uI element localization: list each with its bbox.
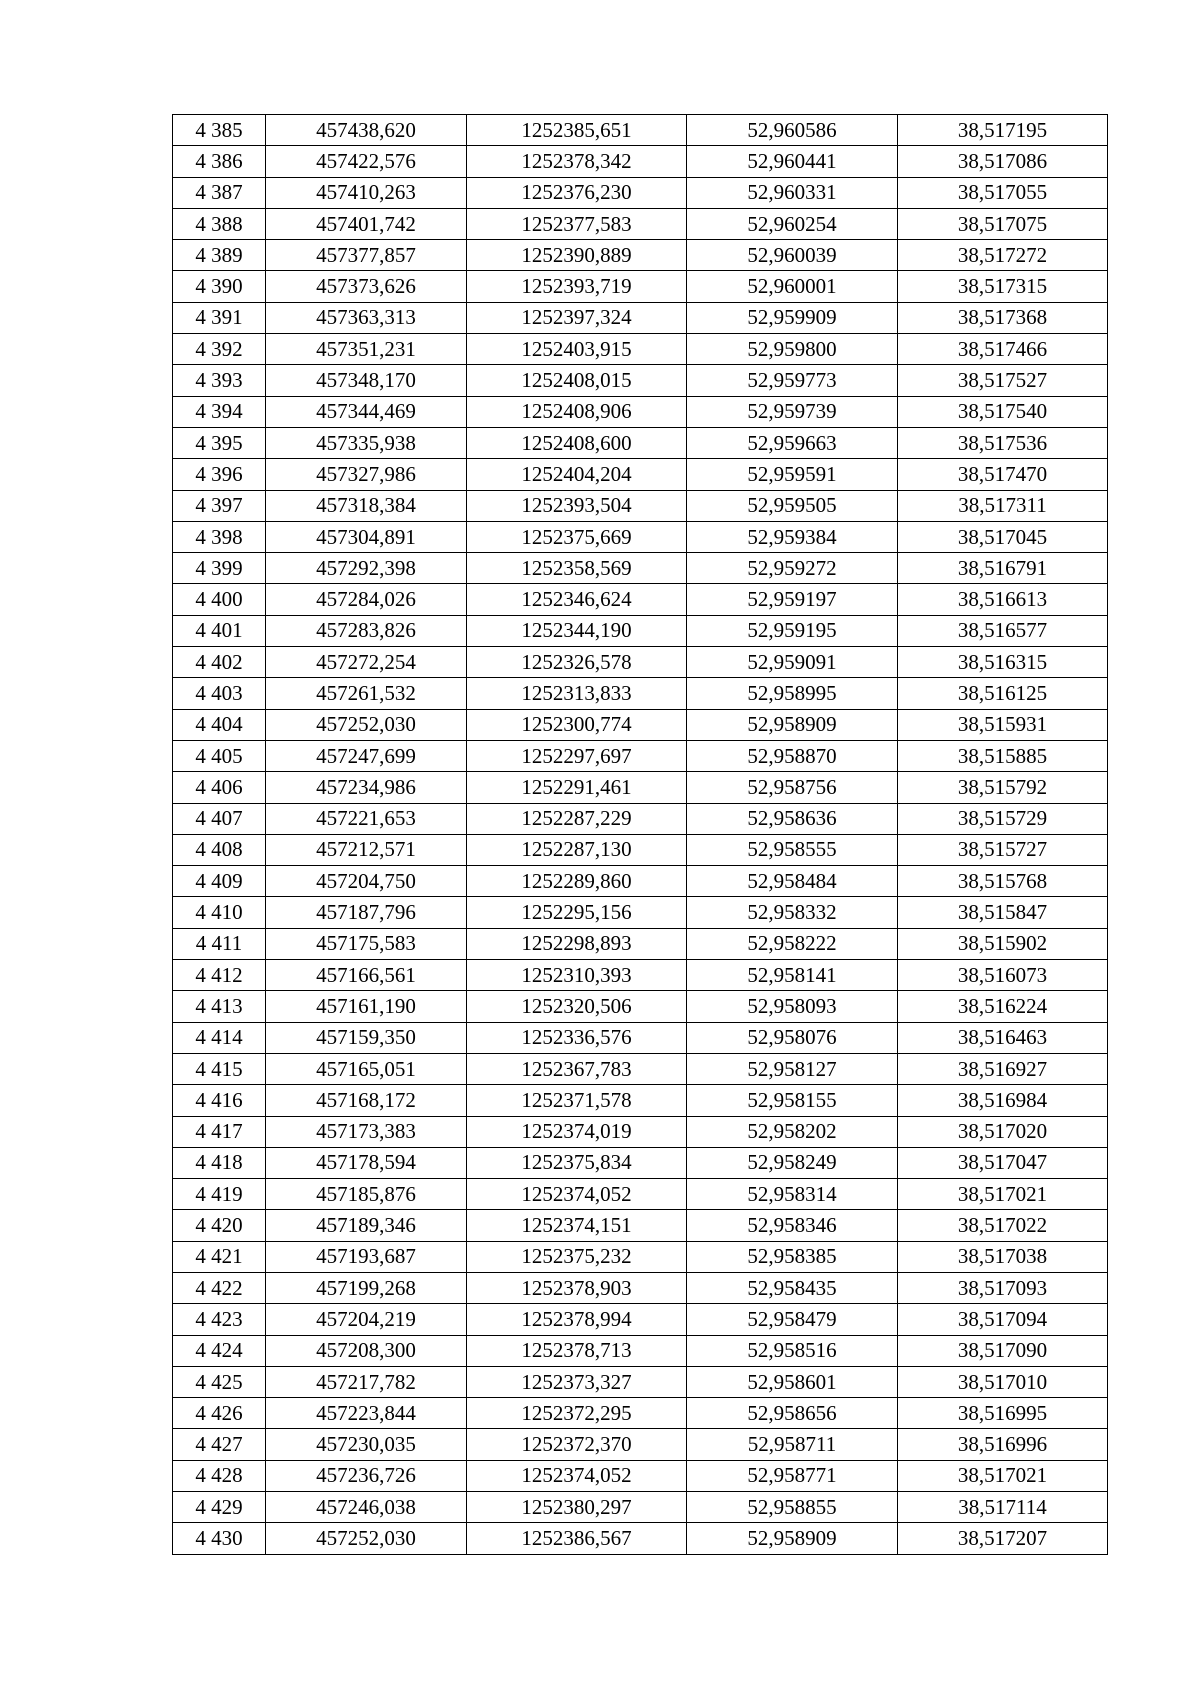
latitude-cell: 52,958155	[687, 1085, 898, 1116]
x-coordinate-cell: 457185,876	[266, 1179, 467, 1210]
y-coordinate-cell: 1252403,915	[467, 334, 687, 365]
latitude-cell: 52,958656	[687, 1398, 898, 1429]
y-coordinate-cell: 1252372,295	[467, 1398, 687, 1429]
longitude-cell: 38,517055	[898, 177, 1108, 208]
longitude-cell: 38,515727	[898, 834, 1108, 865]
y-coordinate-cell: 1252375,834	[467, 1147, 687, 1178]
longitude-cell: 38,516577	[898, 615, 1108, 646]
longitude-cell: 38,516463	[898, 1022, 1108, 1053]
latitude-cell: 52,958076	[687, 1022, 898, 1053]
x-coordinate-cell: 457221,653	[266, 803, 467, 834]
y-coordinate-cell: 1252378,713	[467, 1335, 687, 1366]
latitude-cell: 52,958435	[687, 1272, 898, 1303]
table-row	[173, 1241, 1108, 1272]
latitude-cell: 52,960441	[687, 146, 898, 177]
longitude-cell: 38,515902	[898, 928, 1108, 959]
latitude-cell: 52,960586	[687, 115, 898, 146]
table-row	[173, 208, 1108, 239]
x-coordinate-cell: 457247,699	[266, 740, 467, 771]
point-number-cell: 4 425	[173, 1366, 266, 1397]
latitude-cell: 52,958222	[687, 928, 898, 959]
table-row	[173, 334, 1108, 365]
longitude-cell: 38,516613	[898, 584, 1108, 615]
point-number-cell: 4 406	[173, 772, 266, 803]
point-number-cell: 4 410	[173, 897, 266, 928]
latitude-cell: 52,959909	[687, 302, 898, 333]
y-coordinate-cell: 1252326,578	[467, 647, 687, 678]
table-row	[173, 740, 1108, 771]
y-coordinate-cell: 1252344,190	[467, 615, 687, 646]
point-number-cell: 4 415	[173, 1053, 266, 1084]
table-row	[173, 396, 1108, 427]
y-coordinate-cell: 1252375,232	[467, 1241, 687, 1272]
latitude-cell: 52,958909	[687, 709, 898, 740]
x-coordinate-cell: 457189,346	[266, 1210, 467, 1241]
longitude-cell: 38,517114	[898, 1492, 1108, 1523]
table-row	[173, 709, 1108, 740]
latitude-cell: 52,958855	[687, 1492, 898, 1523]
point-number-cell: 4 414	[173, 1022, 266, 1053]
table-row	[173, 1492, 1108, 1523]
point-number-cell: 4 401	[173, 615, 266, 646]
y-coordinate-cell: 1252358,569	[467, 553, 687, 584]
x-coordinate-cell: 457204,219	[266, 1304, 467, 1335]
longitude-cell: 38,517021	[898, 1179, 1108, 1210]
x-coordinate-cell: 457410,263	[266, 177, 467, 208]
latitude-cell: 52,958479	[687, 1304, 898, 1335]
y-coordinate-cell: 1252390,889	[467, 240, 687, 271]
latitude-cell: 52,958636	[687, 803, 898, 834]
latitude-cell: 52,958346	[687, 1210, 898, 1241]
longitude-cell: 38,515729	[898, 803, 1108, 834]
latitude-cell: 52,958314	[687, 1179, 898, 1210]
y-coordinate-cell: 1252375,669	[467, 521, 687, 552]
table-row	[173, 1179, 1108, 1210]
x-coordinate-cell: 457363,313	[266, 302, 467, 333]
latitude-cell: 52,959739	[687, 396, 898, 427]
point-number-cell: 4 386	[173, 146, 266, 177]
x-coordinate-cell: 457246,038	[266, 1492, 467, 1523]
point-number-cell: 4 398	[173, 521, 266, 552]
point-number-cell: 4 416	[173, 1085, 266, 1116]
y-coordinate-cell: 1252393,719	[467, 271, 687, 302]
latitude-cell: 52,958141	[687, 960, 898, 991]
table-row	[173, 521, 1108, 552]
x-coordinate-cell: 457223,844	[266, 1398, 467, 1429]
table-row	[173, 678, 1108, 709]
latitude-cell: 52,958202	[687, 1116, 898, 1147]
point-number-cell: 4 403	[173, 678, 266, 709]
x-coordinate-cell: 457236,726	[266, 1460, 467, 1491]
table-row	[173, 991, 1108, 1022]
point-number-cell: 4 418	[173, 1147, 266, 1178]
point-number-cell: 4 389	[173, 240, 266, 271]
y-coordinate-cell: 1252372,370	[467, 1429, 687, 1460]
y-coordinate-cell: 1252378,903	[467, 1272, 687, 1303]
x-coordinate-cell: 457204,750	[266, 866, 467, 897]
longitude-cell: 38,516791	[898, 553, 1108, 584]
table-row	[173, 302, 1108, 333]
y-coordinate-cell: 1252385,651	[467, 115, 687, 146]
table-row	[173, 240, 1108, 271]
y-coordinate-cell: 1252380,297	[467, 1492, 687, 1523]
table-row	[173, 866, 1108, 897]
table-row	[173, 772, 1108, 803]
point-number-cell: 4 391	[173, 302, 266, 333]
table-row	[173, 1523, 1108, 1554]
x-coordinate-cell: 457344,469	[266, 396, 467, 427]
latitude-cell: 52,959773	[687, 365, 898, 396]
table-row	[173, 427, 1108, 458]
x-coordinate-cell: 457252,030	[266, 709, 467, 740]
y-coordinate-cell: 1252374,052	[467, 1179, 687, 1210]
x-coordinate-cell: 457217,782	[266, 1366, 467, 1397]
point-number-cell: 4 422	[173, 1272, 266, 1303]
y-coordinate-cell: 1252320,506	[467, 991, 687, 1022]
longitude-cell: 38,516984	[898, 1085, 1108, 1116]
table-row	[173, 1398, 1108, 1429]
point-number-cell: 4 404	[173, 709, 266, 740]
y-coordinate-cell: 1252393,504	[467, 490, 687, 521]
y-coordinate-cell: 1252374,151	[467, 1210, 687, 1241]
y-coordinate-cell: 1252376,230	[467, 177, 687, 208]
longitude-cell: 38,517527	[898, 365, 1108, 396]
x-coordinate-cell: 457373,626	[266, 271, 467, 302]
coordinates-table	[172, 114, 1108, 1555]
x-coordinate-cell: 457272,254	[266, 647, 467, 678]
latitude-cell: 52,958555	[687, 834, 898, 865]
table-row	[173, 1366, 1108, 1397]
table-row	[173, 928, 1108, 959]
point-number-cell: 4 412	[173, 960, 266, 991]
latitude-cell: 52,958093	[687, 991, 898, 1022]
point-number-cell: 4 390	[173, 271, 266, 302]
table-row	[173, 177, 1108, 208]
x-coordinate-cell: 457168,172	[266, 1085, 467, 1116]
point-number-cell: 4 400	[173, 584, 266, 615]
longitude-cell: 38,517020	[898, 1116, 1108, 1147]
y-coordinate-cell: 1252300,774	[467, 709, 687, 740]
table-row	[173, 1022, 1108, 1053]
table-row	[173, 647, 1108, 678]
latitude-cell: 52,958332	[687, 897, 898, 928]
y-coordinate-cell: 1252404,204	[467, 459, 687, 490]
y-coordinate-cell: 1252386,567	[467, 1523, 687, 1554]
x-coordinate-cell: 457422,576	[266, 146, 467, 177]
point-number-cell: 4 427	[173, 1429, 266, 1460]
table-row	[173, 115, 1108, 146]
point-number-cell: 4 430	[173, 1523, 266, 1554]
longitude-cell: 38,517010	[898, 1366, 1108, 1397]
point-number-cell: 4 394	[173, 396, 266, 427]
table-row	[173, 1053, 1108, 1084]
x-coordinate-cell: 457175,583	[266, 928, 467, 959]
longitude-cell: 38,516224	[898, 991, 1108, 1022]
longitude-cell: 38,516073	[898, 960, 1108, 991]
x-coordinate-cell: 457252,030	[266, 1523, 467, 1554]
point-number-cell: 4 402	[173, 647, 266, 678]
x-coordinate-cell: 457212,571	[266, 834, 467, 865]
point-number-cell: 4 393	[173, 365, 266, 396]
latitude-cell: 52,958385	[687, 1241, 898, 1272]
point-number-cell: 4 392	[173, 334, 266, 365]
longitude-cell: 38,517093	[898, 1272, 1108, 1303]
x-coordinate-cell: 457178,594	[266, 1147, 467, 1178]
table-row	[173, 1147, 1108, 1178]
x-coordinate-cell: 457292,398	[266, 553, 467, 584]
table-row	[173, 365, 1108, 396]
latitude-cell: 52,959663	[687, 427, 898, 458]
table-row	[173, 1304, 1108, 1335]
table-row	[173, 271, 1108, 302]
latitude-cell: 52,958516	[687, 1335, 898, 1366]
longitude-cell: 38,517086	[898, 146, 1108, 177]
x-coordinate-cell: 457261,532	[266, 678, 467, 709]
latitude-cell: 52,960039	[687, 240, 898, 271]
latitude-cell: 52,960254	[687, 208, 898, 239]
latitude-cell: 52,958771	[687, 1460, 898, 1491]
longitude-cell: 38,515885	[898, 740, 1108, 771]
longitude-cell: 38,517368	[898, 302, 1108, 333]
longitude-cell: 38,516125	[898, 678, 1108, 709]
y-coordinate-cell: 1252374,019	[467, 1116, 687, 1147]
table-row	[173, 1210, 1108, 1241]
point-number-cell: 4 428	[173, 1460, 266, 1491]
longitude-cell: 38,517207	[898, 1523, 1108, 1554]
table-row	[173, 1272, 1108, 1303]
y-coordinate-cell: 1252298,893	[467, 928, 687, 959]
point-number-cell: 4 388	[173, 208, 266, 239]
longitude-cell: 38,516995	[898, 1398, 1108, 1429]
point-number-cell: 4 426	[173, 1398, 266, 1429]
table-row	[173, 803, 1108, 834]
x-coordinate-cell: 457304,891	[266, 521, 467, 552]
y-coordinate-cell: 1252289,860	[467, 866, 687, 897]
table-row	[173, 1085, 1108, 1116]
x-coordinate-cell: 457327,986	[266, 459, 467, 490]
longitude-cell: 38,517021	[898, 1460, 1108, 1491]
x-coordinate-cell: 457230,035	[266, 1429, 467, 1460]
longitude-cell: 38,517311	[898, 490, 1108, 521]
latitude-cell: 52,958249	[687, 1147, 898, 1178]
table-row	[173, 553, 1108, 584]
longitude-cell: 38,515931	[898, 709, 1108, 740]
latitude-cell: 52,959091	[687, 647, 898, 678]
table-row	[173, 584, 1108, 615]
point-number-cell: 4 429	[173, 1492, 266, 1523]
table-row	[173, 897, 1108, 928]
latitude-cell: 52,958756	[687, 772, 898, 803]
point-number-cell: 4 411	[173, 928, 266, 959]
longitude-cell: 38,516315	[898, 647, 1108, 678]
longitude-cell: 38,516927	[898, 1053, 1108, 1084]
longitude-cell: 38,516996	[898, 1429, 1108, 1460]
y-coordinate-cell: 1252287,130	[467, 834, 687, 865]
point-number-cell: 4 385	[173, 115, 266, 146]
table-row	[173, 615, 1108, 646]
point-number-cell: 4 409	[173, 866, 266, 897]
point-number-cell: 4 395	[173, 427, 266, 458]
latitude-cell: 52,958870	[687, 740, 898, 771]
point-number-cell: 4 405	[173, 740, 266, 771]
y-coordinate-cell: 1252378,994	[467, 1304, 687, 1335]
latitude-cell: 52,958601	[687, 1366, 898, 1397]
longitude-cell: 38,517536	[898, 427, 1108, 458]
coordinates-table-body	[173, 115, 1108, 1555]
y-coordinate-cell: 1252297,697	[467, 740, 687, 771]
x-coordinate-cell: 457234,986	[266, 772, 467, 803]
x-coordinate-cell: 457161,190	[266, 991, 467, 1022]
latitude-cell: 52,959591	[687, 459, 898, 490]
y-coordinate-cell: 1252397,324	[467, 302, 687, 333]
point-number-cell: 4 424	[173, 1335, 266, 1366]
longitude-cell: 38,517047	[898, 1147, 1108, 1178]
y-coordinate-cell: 1252408,600	[467, 427, 687, 458]
longitude-cell: 38,515847	[898, 897, 1108, 928]
point-number-cell: 4 407	[173, 803, 266, 834]
latitude-cell: 52,959197	[687, 584, 898, 615]
longitude-cell: 38,517315	[898, 271, 1108, 302]
latitude-cell: 52,958711	[687, 1429, 898, 1460]
longitude-cell: 38,517272	[898, 240, 1108, 271]
table-row	[173, 1116, 1108, 1147]
point-number-cell: 4 413	[173, 991, 266, 1022]
y-coordinate-cell: 1252346,624	[467, 584, 687, 615]
x-coordinate-cell: 457348,170	[266, 365, 467, 396]
x-coordinate-cell: 457351,231	[266, 334, 467, 365]
y-coordinate-cell: 1252310,393	[467, 960, 687, 991]
table-row	[173, 146, 1108, 177]
x-coordinate-cell: 457159,350	[266, 1022, 467, 1053]
x-coordinate-cell: 457318,384	[266, 490, 467, 521]
latitude-cell: 52,958909	[687, 1523, 898, 1554]
latitude-cell: 52,959384	[687, 521, 898, 552]
table-row	[173, 1335, 1108, 1366]
table-row	[173, 1460, 1108, 1491]
x-coordinate-cell: 457377,857	[266, 240, 467, 271]
x-coordinate-cell: 457173,383	[266, 1116, 467, 1147]
point-number-cell: 4 396	[173, 459, 266, 490]
x-coordinate-cell: 457335,938	[266, 427, 467, 458]
x-coordinate-cell: 457187,796	[266, 897, 467, 928]
table-row	[173, 1429, 1108, 1460]
longitude-cell: 38,517045	[898, 521, 1108, 552]
x-coordinate-cell: 457208,300	[266, 1335, 467, 1366]
y-coordinate-cell: 1252367,783	[467, 1053, 687, 1084]
point-number-cell: 4 397	[173, 490, 266, 521]
latitude-cell: 52,959272	[687, 553, 898, 584]
latitude-cell: 52,958484	[687, 866, 898, 897]
longitude-cell: 38,517090	[898, 1335, 1108, 1366]
latitude-cell: 52,958995	[687, 678, 898, 709]
latitude-cell: 52,959800	[687, 334, 898, 365]
longitude-cell: 38,517075	[898, 208, 1108, 239]
y-coordinate-cell: 1252408,906	[467, 396, 687, 427]
point-number-cell: 4 399	[173, 553, 266, 584]
x-coordinate-cell: 457193,687	[266, 1241, 467, 1272]
latitude-cell: 52,960331	[687, 177, 898, 208]
point-number-cell: 4 420	[173, 1210, 266, 1241]
y-coordinate-cell: 1252295,156	[467, 897, 687, 928]
point-number-cell: 4 408	[173, 834, 266, 865]
x-coordinate-cell: 457165,051	[266, 1053, 467, 1084]
y-coordinate-cell: 1252408,015	[467, 365, 687, 396]
table-row	[173, 960, 1108, 991]
point-number-cell: 4 423	[173, 1304, 266, 1335]
point-number-cell: 4 387	[173, 177, 266, 208]
longitude-cell: 38,517540	[898, 396, 1108, 427]
y-coordinate-cell: 1252336,576	[467, 1022, 687, 1053]
x-coordinate-cell: 457401,742	[266, 208, 467, 239]
y-coordinate-cell: 1252371,578	[467, 1085, 687, 1116]
longitude-cell: 38,517195	[898, 115, 1108, 146]
y-coordinate-cell: 1252373,327	[467, 1366, 687, 1397]
y-coordinate-cell: 1252377,583	[467, 208, 687, 239]
longitude-cell: 38,517038	[898, 1241, 1108, 1272]
latitude-cell: 52,959195	[687, 615, 898, 646]
latitude-cell: 52,960001	[687, 271, 898, 302]
y-coordinate-cell: 1252287,229	[467, 803, 687, 834]
longitude-cell: 38,515792	[898, 772, 1108, 803]
table-row	[173, 490, 1108, 521]
x-coordinate-cell: 457166,561	[266, 960, 467, 991]
x-coordinate-cell: 457438,620	[266, 115, 467, 146]
point-number-cell: 4 421	[173, 1241, 266, 1272]
x-coordinate-cell: 457199,268	[266, 1272, 467, 1303]
longitude-cell: 38,517022	[898, 1210, 1108, 1241]
longitude-cell: 38,517094	[898, 1304, 1108, 1335]
x-coordinate-cell: 457284,026	[266, 584, 467, 615]
table-row	[173, 459, 1108, 490]
point-number-cell: 4 417	[173, 1116, 266, 1147]
table-row	[173, 834, 1108, 865]
latitude-cell: 52,959505	[687, 490, 898, 521]
y-coordinate-cell: 1252291,461	[467, 772, 687, 803]
y-coordinate-cell: 1252378,342	[467, 146, 687, 177]
x-coordinate-cell: 457283,826	[266, 615, 467, 646]
longitude-cell: 38,515768	[898, 866, 1108, 897]
y-coordinate-cell: 1252313,833	[467, 678, 687, 709]
y-coordinate-cell: 1252374,052	[467, 1460, 687, 1491]
point-number-cell: 4 419	[173, 1179, 266, 1210]
longitude-cell: 38,517466	[898, 334, 1108, 365]
latitude-cell: 52,958127	[687, 1053, 898, 1084]
longitude-cell: 38,517470	[898, 459, 1108, 490]
